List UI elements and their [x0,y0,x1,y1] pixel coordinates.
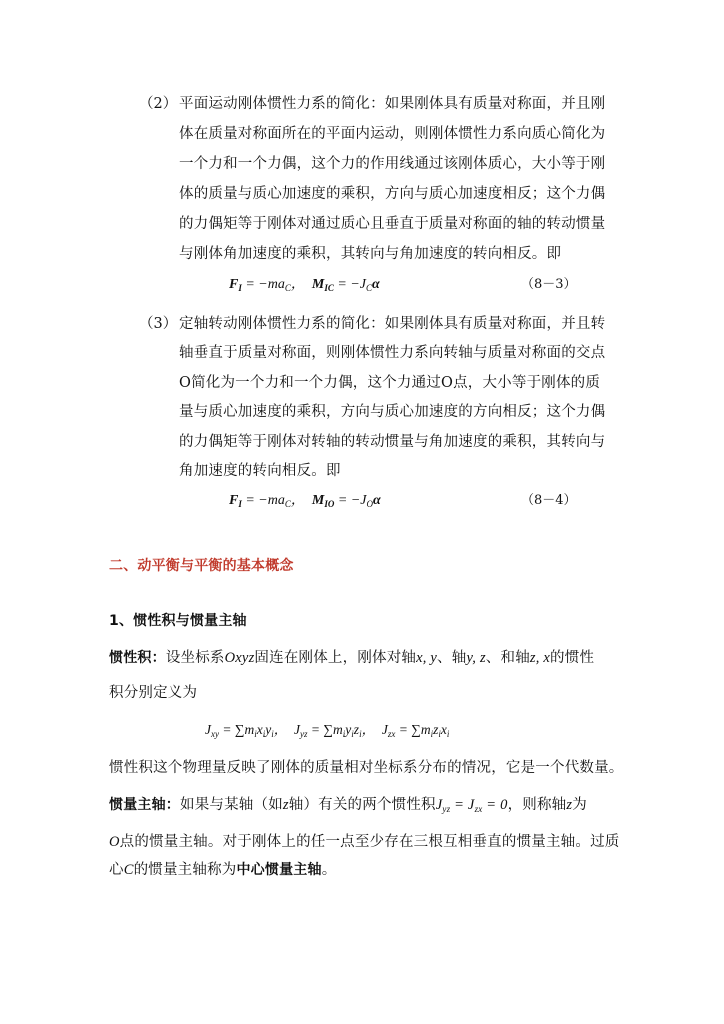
item-3-line-5: 的力偶矩等于刚体对转轴的转动惯量与角加速度的乘积，其转向与 [179,434,606,450]
principal-axis-line-2: O点的惯量主轴。对于刚体上的任一点至少存在三根互相垂直的惯量主轴。过质 [109,834,620,850]
product-of-inertia-note: 惯性积这个物理量反映了刚体的质量相对坐标系分布的情况，它是一个代数量。 [109,760,624,776]
item-2-line-4: 体的质量与质心加速度的乘积，方向与质心加速度相反；这个力偶 [179,186,606,202]
equation-jyz-jzx-zero: $J_{yz} = J_{zx} = 0$ [435,797,508,814]
equation-8-4-number: （8－4） [521,493,577,508]
subsection-heading: 1、惯性积与惯量主轴 [109,613,247,629]
term-central-principal-axis: 中心惯量主轴 [236,862,322,878]
item-3-line-6: 角加速度的转向相反。即 [179,463,341,479]
section-heading: 二、动平衡与平衡的基本概念 [109,558,294,574]
item-2-line-5: 的力偶矩等于刚体对通过质心且垂直于质量对称面的轴的转动惯量 [179,216,606,232]
term-principal-axis: 惯量主轴： [109,797,180,813]
equation-8-3: $F_I = -ma_C$， $M_{IC} = -J_C\alpha$ [229,277,380,293]
item-2-line-3: 一个力和一个力偶，这个力的作用线通过该刚体质心，大小等于刚 [179,156,606,172]
equation-8-4: $F_I = -ma_C$， $M_{IO} = -J_O\alpha$ [229,493,381,509]
definition-line-2: 积分别定义为 [109,685,198,701]
item-3-line-1: 定轴转动刚体惯性力系的简化：如果刚体具有质量对称面，并且转 [179,316,606,332]
definition-principal-axis: 惯量主轴：如果与某轴（如z轴）有关的两个惯性积$J_{yz} = J_{zx} = 0$，则称轴z为 [109,797,587,814]
item-3-number: （3） [139,316,178,332]
item-2-line-6: 与刚体角加速度的乘积，其转向与角加速度的转向相反。即 [179,246,562,262]
item-3-line-2: 轴垂直于质量对称面，则刚体惯性力系向转轴与质量对称面的交点 [179,345,606,361]
equation-8-3-number: （8－3） [521,277,577,292]
principal-axis-line-3: 心C的惯量主轴称为中心惯量主轴。 [109,862,337,878]
item-3-line-3: O简化为一个力和一个力偶，这个力通过O点，大小等于刚体的质 [179,375,601,391]
item-2-line-2: 体在质量对称面所在的平面内运动，则刚体惯性力系向质心简化为 [179,126,606,142]
definition-product-of-inertia: 惯性积：设坐标系Oxyz固连在刚体上，刚体对轴x, y、轴y, z、和轴z, x的惯性 [109,650,595,666]
equation-products-of-inertia: $J_{xy} = \sum m_ix_iy_i$， $J_{yz} = \sum m_iy_iz_i$， $J_{zx} = \sum m_iz_ix_i$ [205,722,450,739]
term-product-of-inertia: 惯性积： [109,650,166,666]
item-2-number: （2） [139,96,178,112]
item-3-line-4: 量与质心加速度的乘积，方向与质心加速度的方向相反；这个力偶 [179,404,606,420]
item-2-line-1: 平面运动刚体惯性力系的简化：如果刚体具有质量对称面，并且刚 [179,96,606,112]
